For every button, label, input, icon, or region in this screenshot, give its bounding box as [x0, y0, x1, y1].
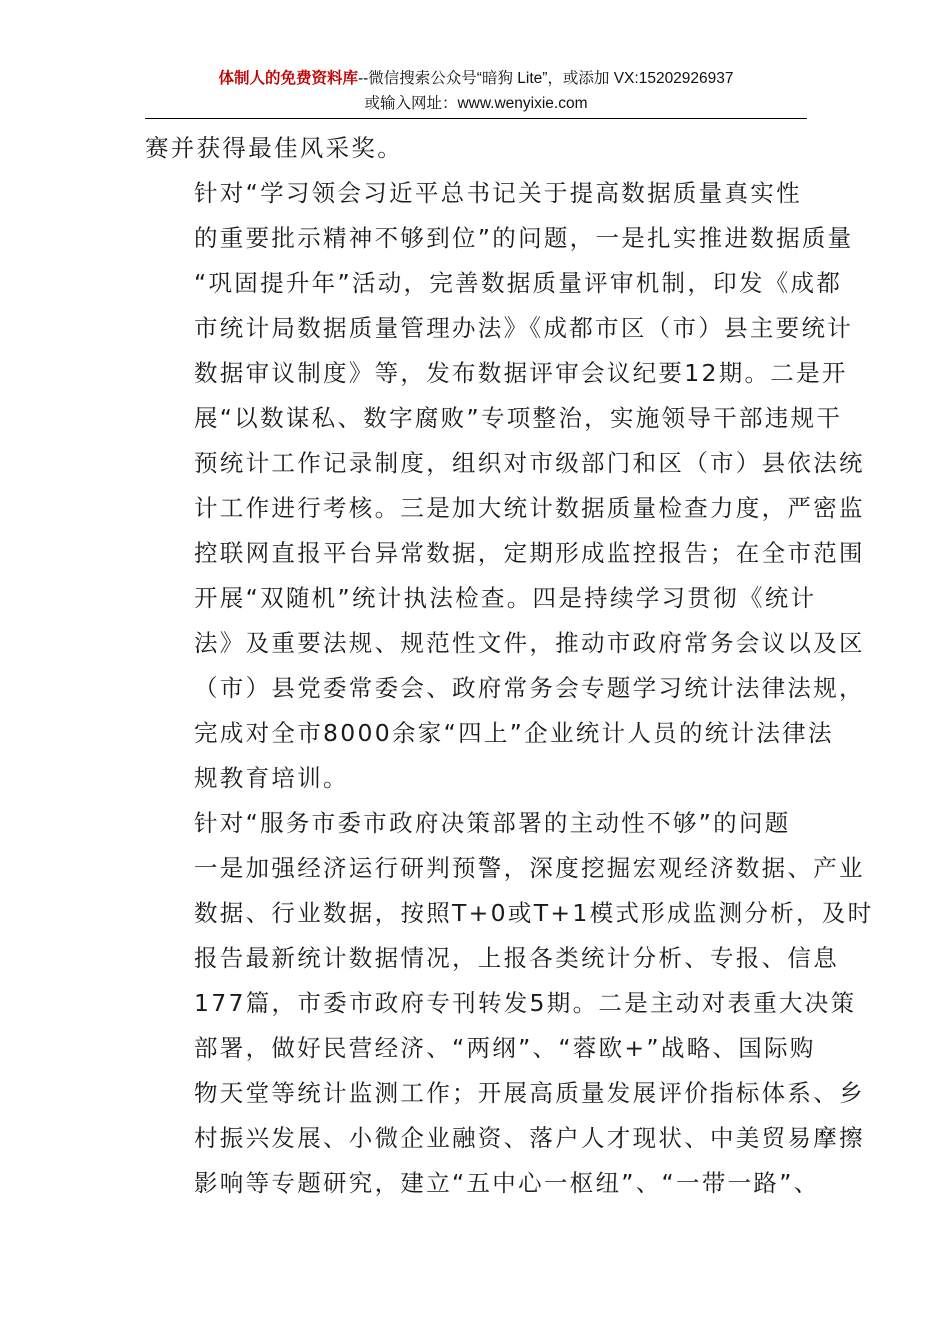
page-header — [145, 66, 807, 116]
text-line: 开展“双随机”统计执法检查。四是持续学习贯彻《统计 — [194, 584, 817, 612]
text-line: 展“以数谋私、数字腐败”专项整治，实施领导干部违规干 — [194, 404, 843, 432]
header-divider — [145, 118, 807, 119]
text-line: 控联网直报平台异常数据，定期形成监控报告；在全市范围 — [194, 539, 865, 567]
text-line: 赛并获得最佳风采奖。 — [145, 134, 403, 162]
paragraph-3 — [145, 801, 874, 1206]
text-line: 预统计工作记录制度，组织对市级部门和区（市）县依法统 — [194, 449, 865, 477]
header-website: 或输入网址：www.wenyixie.com — [364, 95, 588, 112]
header-line-1 — [145, 66, 807, 91]
text-line: 报告最新统计数据情况，上报各类统计分析、专报、信息 — [194, 944, 839, 972]
paragraph-2 — [145, 171, 865, 801]
text-line: （市）县党委常委会、政府常务会专题学习统计法律法规， — [194, 674, 865, 702]
text-line: 数据、行业数据，按照T+0或T+1模式形成监测分析，及时 — [194, 899, 874, 927]
text-line: “巩固提升年”活动，完善数据质量评审机制，印发《成都 — [194, 269, 843, 297]
text-line: 数据审议制度》等，发布数据评审会议纪要12期。二是开 — [194, 359, 848, 387]
document-body — [145, 126, 874, 1206]
text-line: 法》及重要法规、规范性文件，推动市政府常务会议以及区 — [194, 629, 865, 657]
text-line: 部署，做好民营经济、“两纲”、“蓉欧+”战略、国际购 — [194, 1034, 816, 1062]
text-line: 177篇，市委市政府专刊转发5期。二是主动对表重大决策 — [194, 989, 857, 1017]
header-brand: 体制人的免费资料库 — [218, 70, 358, 87]
text-line: 针对“服务市委市政府决策部署的主动性不够”的问题 — [194, 809, 791, 837]
text-line: 一是加强经济运行研判预警，深度挖掘宏观经济数据、产业 — [194, 854, 865, 882]
text-line: 针对“学习领会习近平总书记关于提高数据质量真实性 — [194, 179, 802, 207]
text-line: 影响等专题研究，建立“五中心一枢纽”、“一带一路”、 — [194, 1169, 820, 1197]
header-promo: --微信搜索公众号“暗狗 Lite”，或添加 VX:15202926937 — [357, 70, 734, 87]
text-line: 规教育培训。 — [194, 764, 349, 792]
text-line: 市统计局数据质量管理办法》《成都市区（市）县主要统计 — [194, 314, 854, 342]
paragraph-1 — [145, 126, 807, 171]
text-line: 完成对全市8000余家“四上”企业统计人员的统计法律法 — [194, 719, 834, 747]
text-line: 村振兴发展、小微企业融资、落户人才现状、中美贸易摩擦 — [194, 1124, 865, 1152]
text-line: 计工作进行考核。三是加大统计数据质量检查力度，严密监 — [194, 494, 865, 522]
text-line: 物天堂等统计监测工作；开展高质量发展评价指标体系、乡 — [194, 1079, 865, 1107]
text-line: 的重要批示精神不够到位”的问题，一是扎实推进数据质量 — [194, 224, 854, 252]
